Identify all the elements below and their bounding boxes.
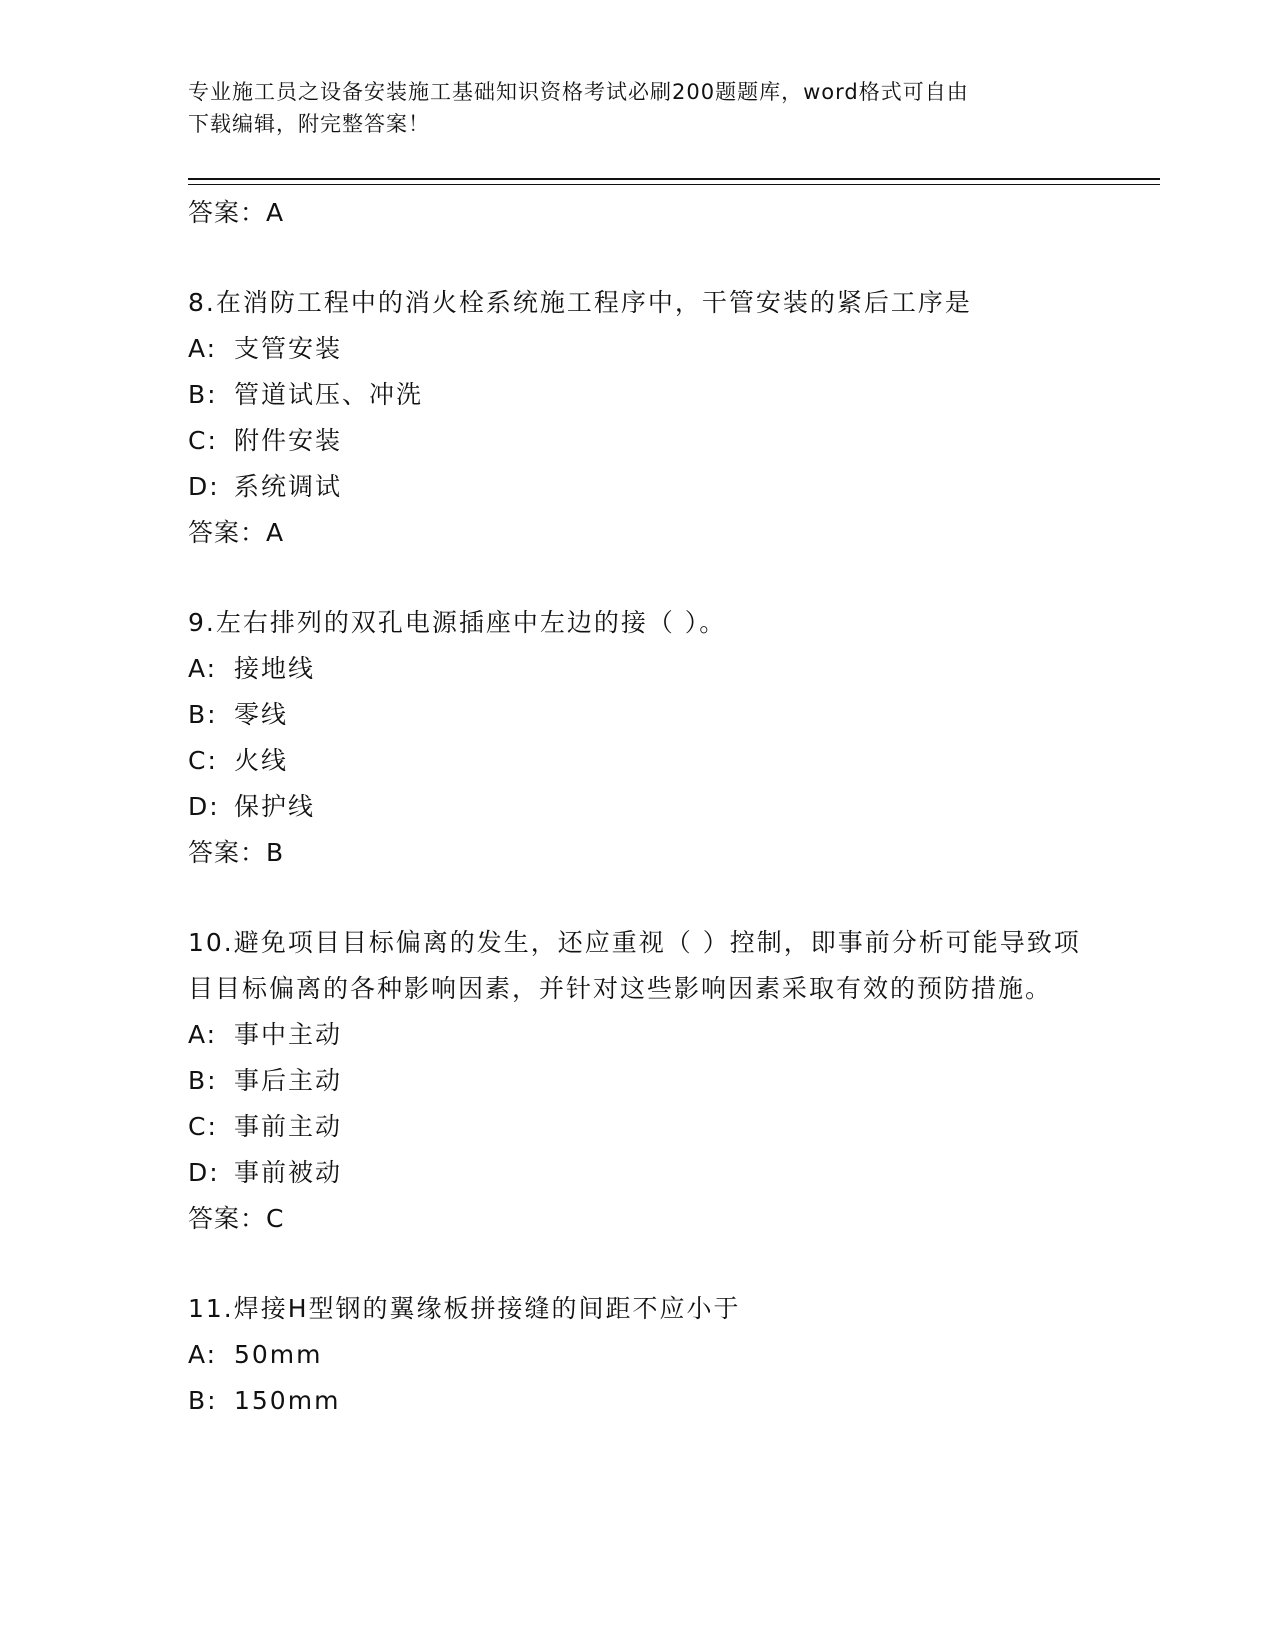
question-list bbox=[188, 190, 1088, 1424]
spacer bbox=[188, 876, 1088, 920]
spacer bbox=[188, 556, 1088, 600]
option-b bbox=[188, 1378, 1088, 1424]
option-a bbox=[188, 326, 1088, 372]
option-d bbox=[188, 1150, 1088, 1196]
option-letter: C: bbox=[188, 746, 218, 775]
option-letter: A: bbox=[188, 1020, 218, 1049]
option-text: 管道试压、冲洗 bbox=[234, 380, 424, 409]
option-text: 接地线 bbox=[234, 654, 316, 683]
option-letter: A: bbox=[188, 654, 218, 683]
option-text: 支管安装 bbox=[234, 334, 343, 363]
option-d bbox=[188, 784, 1088, 830]
option-letter: C: bbox=[188, 1112, 218, 1141]
option-a bbox=[188, 1332, 1088, 1378]
question-block bbox=[188, 920, 1088, 1242]
question-text: 9.左右排列的双孔电源插座中左边的接（ ）。 bbox=[188, 608, 727, 637]
option-letter: D: bbox=[188, 1158, 220, 1187]
header-divider-thin bbox=[188, 184, 1160, 185]
question-block bbox=[188, 600, 1088, 876]
option-letter: B: bbox=[188, 1066, 218, 1095]
answer-line: 答案：A bbox=[188, 198, 285, 227]
option-letter: B: bbox=[188, 1386, 218, 1415]
option-text: 事前主动 bbox=[234, 1112, 343, 1141]
option-text: 事中主动 bbox=[234, 1020, 343, 1049]
option-b bbox=[188, 692, 1088, 738]
option-a bbox=[188, 1012, 1088, 1058]
question-block bbox=[188, 1286, 1088, 1424]
option-text: 150mm bbox=[234, 1386, 341, 1415]
option-c bbox=[188, 738, 1088, 784]
header-divider bbox=[188, 178, 1160, 180]
option-d bbox=[188, 464, 1088, 510]
header-line: 专业施工员之设备安装施工基础知识资格考试必刷200题题库，word格式可自由 bbox=[188, 80, 969, 104]
option-b bbox=[188, 1058, 1088, 1104]
answer-line: 答案：C bbox=[188, 1204, 285, 1233]
option-text: 保护线 bbox=[234, 792, 316, 821]
option-text: 火线 bbox=[234, 746, 289, 775]
option-letter: D: bbox=[188, 792, 220, 821]
question-text: 8.在消防工程中的消火栓系统施工程序中，干管安装的紧后工序是 bbox=[188, 288, 972, 317]
option-b bbox=[188, 372, 1088, 418]
spacer bbox=[188, 236, 1088, 280]
option-letter: C: bbox=[188, 426, 218, 455]
option-text: 零线 bbox=[234, 700, 289, 729]
option-text: 附件安装 bbox=[234, 426, 343, 455]
option-text: 系统调试 bbox=[234, 472, 343, 501]
option-letter: B: bbox=[188, 380, 218, 409]
option-letter: B: bbox=[188, 700, 218, 729]
option-letter: A: bbox=[188, 1340, 218, 1369]
question-block bbox=[188, 280, 1088, 556]
option-c bbox=[188, 418, 1088, 464]
option-c bbox=[188, 1104, 1088, 1150]
option-letter: A: bbox=[188, 334, 218, 363]
question-text: 11.焊接H型钢的翼缘板拼接缝的间距不应小于 bbox=[188, 1294, 741, 1323]
option-text: 50mm bbox=[234, 1340, 323, 1369]
answer-line: 答案：A bbox=[188, 518, 285, 547]
document-header bbox=[188, 76, 1088, 140]
option-letter: D: bbox=[188, 472, 220, 501]
answer-line: 答案：B bbox=[188, 838, 285, 867]
header-line: 下载编辑，附完整答案！ bbox=[188, 112, 430, 136]
spacer bbox=[188, 1242, 1088, 1286]
option-text: 事后主动 bbox=[234, 1066, 343, 1095]
option-a bbox=[188, 646, 1088, 692]
question-text: 10.避免项目目标偏离的发生，还应重视（ ）控制，即事前分析可能导致项目目标偏离的各种影响因素，并针对这些影响因素采取有效的预防措施。 bbox=[188, 928, 1081, 1003]
option-text: 事前被动 bbox=[234, 1158, 343, 1187]
